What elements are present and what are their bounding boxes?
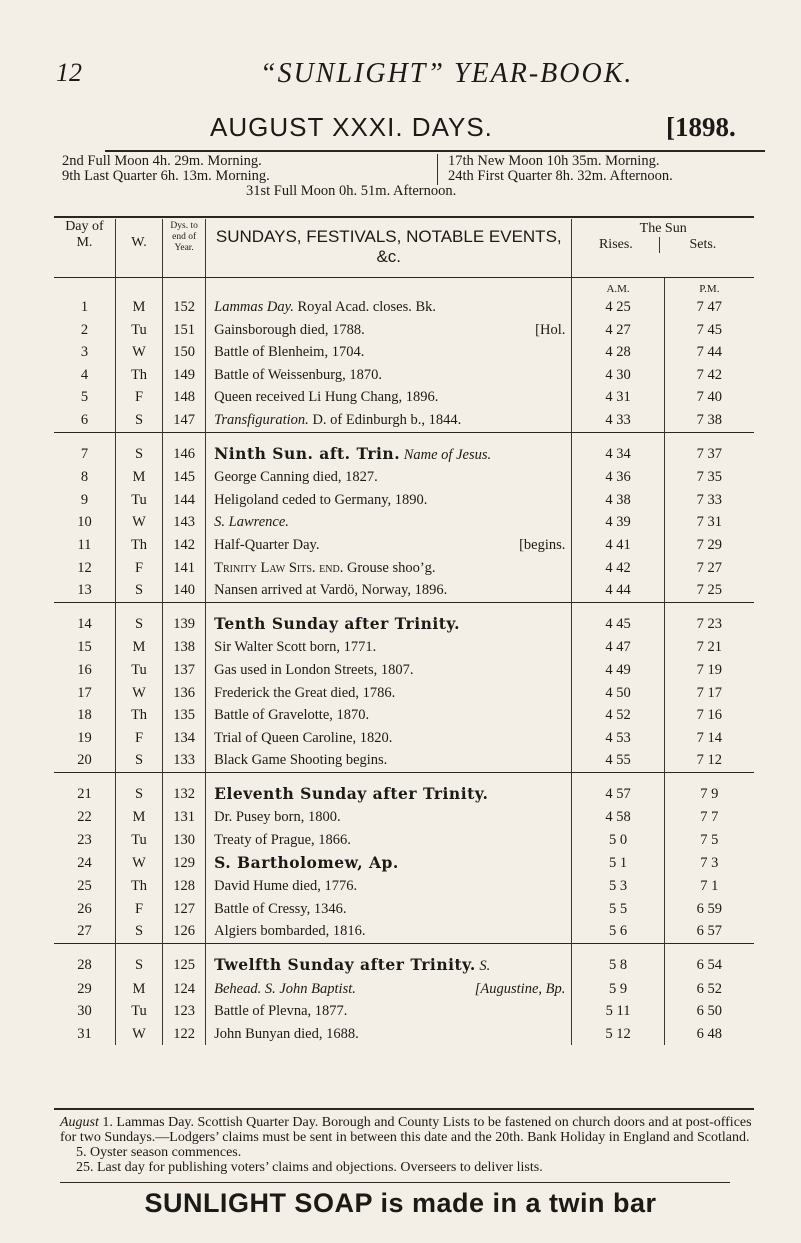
event-text: Dr. Pusey born, 1800.	[214, 809, 341, 826]
sun-rises: 4 41	[572, 534, 664, 557]
event-cell	[206, 944, 572, 978]
event-text: Lammas Day.	[214, 299, 294, 315]
event-cell	[206, 659, 572, 682]
event-extra: D. of Edinburgh b., 1844.	[308, 411, 462, 428]
table-row	[54, 727, 754, 750]
weekday: S	[115, 432, 162, 466]
event-text: Ninth Sun. aft. Trin.	[214, 443, 401, 463]
sun-rises: 4 36	[572, 466, 664, 489]
running-title: “SUNLIGHT” YEAR-BOOK.	[260, 58, 634, 89]
days-to-end: 146	[163, 432, 206, 466]
sun-rises: 5 5	[572, 898, 664, 921]
moon-phase-line: 2nd Full Moon 4h. 29m. Morning.	[62, 153, 262, 169]
note-august-5: 5. Oyster season commences.	[76, 1145, 242, 1160]
event-extra: [Augustine, Bp.	[474, 980, 566, 997]
sun-rises: 4 50	[572, 682, 664, 705]
weekday: F	[115, 898, 162, 921]
event-text: Queen received Li Hung Chang, 1896.	[214, 389, 439, 406]
sun-sets: 7 17	[664, 682, 754, 705]
weekday: S	[115, 944, 162, 978]
table-row	[54, 1023, 754, 1046]
event-cell	[206, 727, 572, 750]
event-cell	[206, 364, 572, 387]
day-of-month: 2	[80, 321, 89, 338]
event-cell	[206, 978, 572, 1001]
table-row	[54, 579, 754, 602]
days-to-end: 148	[163, 386, 206, 409]
day-of-month: 5	[80, 389, 89, 406]
event-cell	[206, 1023, 572, 1046]
sun-sets: 7 37	[664, 432, 754, 466]
day-of-month-header	[54, 219, 115, 278]
sun-rises: 4 47	[572, 636, 664, 659]
sun-sets: 6 50	[664, 1000, 754, 1023]
day-of-month: 23	[77, 832, 92, 849]
days-to-end: 123	[163, 1000, 206, 1023]
table-row	[54, 829, 754, 852]
event-extra: [begins.	[519, 536, 566, 553]
event-extra: Grouse shoo’g.	[343, 559, 436, 576]
day-of-month: 25	[77, 878, 92, 895]
sun-rises: 4 45	[572, 602, 664, 636]
table-header-row	[54, 219, 754, 278]
month-col-label: M.	[76, 235, 93, 250]
weekday: S	[115, 409, 162, 432]
sun-sets: 7 45	[664, 319, 754, 342]
page-header	[0, 58, 801, 98]
sun-sets: 7 9	[664, 772, 754, 806]
sun-rises: 4 39	[572, 511, 664, 534]
table-row	[54, 636, 754, 659]
table-row	[54, 704, 754, 727]
event-text: Frederick the Great died, 1786.	[214, 684, 396, 701]
sun-sets: 7 31	[664, 511, 754, 534]
day-of-month: 19	[77, 729, 92, 746]
day-of-month: 10	[77, 514, 92, 531]
sun-rises: 4 27	[572, 319, 664, 342]
event-cell	[206, 682, 572, 705]
day-of-month: 8	[80, 469, 89, 486]
table-row	[54, 920, 754, 943]
weekday: Th	[115, 704, 162, 727]
sun-rises: 5 6	[572, 920, 664, 943]
sun-label: The Sun	[639, 221, 687, 236]
rises-label: Rises.	[598, 237, 633, 252]
table-row	[54, 1000, 754, 1023]
month-title: AUGUST XXXI. DAYS.	[210, 112, 493, 142]
sun-rises: 4 52	[572, 704, 664, 727]
table-row	[54, 489, 754, 512]
weekday: S	[115, 602, 162, 636]
weekday: Th	[115, 534, 162, 557]
sun-rises: 4 33	[572, 409, 664, 432]
days-to-end: 138	[163, 636, 206, 659]
month-heading	[0, 112, 801, 148]
weekday: M	[115, 296, 162, 319]
event-cell	[206, 432, 572, 466]
title-rule	[105, 150, 765, 152]
event-cell	[206, 1000, 572, 1023]
sun-sets: 7 29	[664, 534, 754, 557]
sun-rises: 4 55	[572, 749, 664, 772]
event-cell	[206, 852, 572, 876]
sun-sets: 6 52	[664, 978, 754, 1001]
events-header: SUNDAYS, FESTIVALS, NOTABLE EVENTS, &c.	[206, 219, 572, 278]
event-text: Battle of Plevna, 1877.	[214, 1003, 348, 1020]
weekday: M	[115, 978, 162, 1001]
event-text: John Bunyan died, 1688.	[214, 1025, 359, 1042]
weekday: F	[115, 727, 162, 750]
event-cell	[206, 806, 572, 829]
days-to-end: 133	[163, 749, 206, 772]
sun-rises: 4 38	[572, 489, 664, 512]
sun-sets: 6 54	[664, 944, 754, 978]
sun-sets: 6 57	[664, 920, 754, 943]
event-cell	[206, 749, 572, 772]
event-text: Trial of Queen Caroline, 1820.	[214, 729, 393, 746]
weekday: F	[115, 557, 162, 580]
event-cell	[206, 636, 572, 659]
days-to-end: 150	[163, 341, 206, 364]
event-cell	[206, 409, 572, 432]
day-of-month: 26	[77, 900, 92, 917]
table-row	[54, 772, 754, 806]
day-of-month: 30	[77, 1003, 92, 1020]
phase-divider	[437, 154, 438, 185]
day-of-month: 13	[77, 582, 92, 599]
event-cell	[206, 296, 572, 319]
days-to-end: 145	[163, 466, 206, 489]
sun-rises: 5 0	[572, 829, 664, 852]
event-text: Gas used in London Streets, 1807.	[214, 661, 414, 678]
day-of-label: Day of	[65, 219, 104, 234]
sun-rises: 4 25	[572, 296, 664, 319]
weekday: W	[115, 511, 162, 534]
sun-sets: 7 40	[664, 386, 754, 409]
days-to-end: 129	[163, 852, 206, 876]
weekday: Tu	[115, 1000, 162, 1023]
sun-sets: 7 35	[664, 466, 754, 489]
event-text: Black Game Shooting begins.	[214, 752, 388, 769]
sun-rises: 5 1	[572, 852, 664, 876]
event-extra: S.	[475, 958, 491, 975]
table-row	[54, 852, 754, 876]
table-row	[54, 409, 754, 432]
sun-sets: 7 5	[664, 829, 754, 852]
weekday: M	[115, 806, 162, 829]
days-to-end: 134	[163, 727, 206, 750]
sun-rises: 5 3	[572, 875, 664, 898]
moon-phase-line: 24th First Quarter 8h. 32m. Afternoon.	[448, 168, 673, 184]
event-text: Behead. S. John Baptist.	[214, 980, 356, 997]
table-bottom-rule	[54, 1108, 754, 1110]
sun-sets: 7 27	[664, 557, 754, 580]
year-label: [1898.	[666, 112, 736, 142]
week-col-label: W.	[131, 235, 147, 250]
day-of-month: 15	[77, 639, 92, 656]
table-row	[54, 557, 754, 580]
day-of-month: 9	[80, 491, 89, 508]
weekday: M	[115, 636, 162, 659]
days-to-end: 143	[163, 511, 206, 534]
event-cell	[206, 489, 572, 512]
days-to-end: 128	[163, 875, 206, 898]
ampm-row	[54, 278, 754, 297]
table-row	[54, 806, 754, 829]
table-row	[54, 749, 754, 772]
sun-sets: 7 23	[664, 602, 754, 636]
day-of-month: 7	[54, 432, 115, 466]
weekday: F	[115, 386, 162, 409]
table-row	[54, 898, 754, 921]
sun-sets: 7 21	[664, 636, 754, 659]
calendar-table	[54, 219, 754, 1045]
moon-phase-line: 9th Last Quarter 6h. 13m. Morning.	[62, 168, 270, 184]
day-of-month: 17	[77, 684, 92, 701]
sun-sets: 7 42	[664, 364, 754, 387]
event-cell	[206, 341, 572, 364]
weekday: W	[115, 1023, 162, 1046]
table-row	[54, 682, 754, 705]
days-to-end-header: Dys. to end of Year.	[163, 219, 206, 278]
event-cell	[206, 579, 572, 602]
sun-sets: 7 12	[664, 749, 754, 772]
sun-subheaders	[572, 237, 754, 253]
day-of-month: 16	[77, 661, 92, 678]
event-text: Nansen arrived at Vardö, Norway, 1896.	[214, 582, 448, 599]
sun-sets: 6 48	[664, 1023, 754, 1046]
weekday: Tu	[115, 319, 162, 342]
days-to-end: 132	[163, 772, 206, 806]
event-text: Tenth Sunday after Trinity.	[214, 613, 461, 633]
event-text: Algiers bombarded, 1816.	[214, 923, 366, 940]
table-row	[54, 511, 754, 534]
weekday: W	[115, 682, 162, 705]
event-extra: Royal Acad. closes. Bk.	[293, 299, 437, 315]
sun-sets: 7 7	[664, 806, 754, 829]
table-top-rule	[54, 216, 754, 218]
table-row	[54, 432, 754, 466]
event-extra: [Hol.	[535, 321, 566, 338]
weekday: M	[115, 466, 162, 489]
sun-sets: 7 25	[664, 579, 754, 602]
note-august-1	[60, 1115, 770, 1145]
event-text: Half-Quarter Day.	[214, 536, 320, 553]
event-text: Treaty of Prague, 1866.	[214, 832, 351, 849]
moon-phases	[0, 154, 801, 214]
weekday: Th	[115, 875, 162, 898]
event-cell	[206, 319, 572, 342]
event-text: Gainsborough died, 1788.	[214, 321, 365, 338]
sun-sets: 7 3	[664, 852, 754, 876]
event-cell	[206, 920, 572, 943]
days-to-end: 147	[163, 409, 206, 432]
days-to-end: 130	[163, 829, 206, 852]
days-to-end: 152	[163, 296, 206, 319]
table-row	[54, 534, 754, 557]
notes-section	[60, 1115, 770, 1175]
table-row	[54, 341, 754, 364]
sun-rises: 5 8	[572, 944, 664, 978]
weekday: Th	[115, 364, 162, 387]
am-label: A.M.	[572, 278, 664, 297]
event-text: S. Lawrence.	[214, 514, 289, 531]
day-of-month: 29	[77, 980, 92, 997]
event-text: Trinity Law Sits. end.	[214, 559, 344, 576]
event-cell	[206, 557, 572, 580]
sun-sets: 7 19	[664, 659, 754, 682]
sun-sets: 7 47	[664, 296, 754, 319]
days-to-end: 149	[163, 364, 206, 387]
weekday: Tu	[115, 489, 162, 512]
moon-phase-line: 17th New Moon 10h 35m. Morning.	[448, 153, 660, 169]
days-to-end: 137	[163, 659, 206, 682]
day-of-month: 21	[54, 772, 115, 806]
weekday: S	[115, 920, 162, 943]
event-cell	[206, 602, 572, 636]
weekday: W	[115, 852, 162, 876]
days-to-end: 124	[163, 978, 206, 1001]
days-to-end: 135	[163, 704, 206, 727]
event-cell	[206, 829, 572, 852]
sun-sets: 7 14	[664, 727, 754, 750]
event-extra: Name of Jesus.	[400, 446, 492, 463]
days-to-end: 127	[163, 898, 206, 921]
day-of-month: 27	[77, 923, 92, 940]
day-of-month: 6	[80, 411, 89, 428]
sun-sets: 7 1	[664, 875, 754, 898]
page-number: 12	[56, 58, 82, 87]
sun-sets: 7 44	[664, 341, 754, 364]
day-of-month: 14	[54, 602, 115, 636]
day-of-month: 1	[80, 299, 89, 315]
days-to-end: 151	[163, 319, 206, 342]
sun-rises: 4 42	[572, 557, 664, 580]
weekday: Tu	[115, 829, 162, 852]
sun-rises: 4 49	[572, 659, 664, 682]
sun-rises: 4 30	[572, 364, 664, 387]
calendar-body	[54, 296, 754, 1045]
footer-advert: SUNLIGHT SOAP is made in a twin bar	[144, 1188, 657, 1218]
sun-header	[572, 219, 754, 278]
event-text: Heligoland ceded to Germany, 1890.	[214, 491, 428, 508]
days-to-end: 141	[163, 557, 206, 580]
sun-rises: 4 58	[572, 806, 664, 829]
weekday: S	[115, 749, 162, 772]
day-of-month: 31	[77, 1025, 92, 1042]
day-of-month: 24	[77, 854, 92, 871]
sun-rises: 5 12	[572, 1023, 664, 1046]
day-of-month: 11	[77, 536, 92, 553]
sun-rises: 4 31	[572, 386, 664, 409]
days-to-end: 122	[163, 1023, 206, 1046]
event-cell	[206, 511, 572, 534]
event-text: George Canning died, 1827.	[214, 469, 378, 486]
table-row	[54, 466, 754, 489]
table-row	[54, 364, 754, 387]
day-of-month: 12	[77, 559, 92, 576]
sun-sets: 7 33	[664, 489, 754, 512]
sun-sets: 7 16	[664, 704, 754, 727]
event-text: S. Bartholomew, Ap.	[214, 852, 399, 872]
table-row	[54, 875, 754, 898]
sun-rises: 5 11	[572, 1000, 664, 1023]
days-to-end: 139	[163, 602, 206, 636]
day-of-month: 3	[80, 344, 89, 361]
event-text: Battle of Weissenburg, 1870.	[214, 366, 382, 383]
table-row	[54, 659, 754, 682]
weekday: S	[115, 579, 162, 602]
days-to-end: 126	[163, 920, 206, 943]
notes-rule	[60, 1182, 730, 1183]
event-cell	[206, 386, 572, 409]
sun-rises: 4 53	[572, 727, 664, 750]
event-cell	[206, 704, 572, 727]
event-text: Battle of Cressy, 1346.	[214, 900, 347, 917]
event-text: Battle of Gravelotte, 1870.	[214, 707, 370, 724]
day-of-month: 20	[77, 752, 92, 769]
note-august-25: 25. Last day for publishing voters’ claims and objections. Overseers to deliver lists.	[76, 1160, 543, 1175]
event-cell	[206, 875, 572, 898]
event-cell	[206, 534, 572, 557]
table-row	[54, 319, 754, 342]
day-of-month: 28	[54, 944, 115, 978]
days-to-end: 136	[163, 682, 206, 705]
event-text: Transfiguration.	[214, 411, 309, 428]
sets-label: Sets.	[659, 237, 745, 253]
note-lead: August	[60, 1115, 99, 1130]
day-of-month: 18	[77, 707, 92, 724]
sun-rises: 5 9	[572, 978, 664, 1001]
weekday: Tu	[115, 659, 162, 682]
event-text: Sir Walter Scott born, 1771.	[214, 639, 377, 656]
day-of-month: 22	[77, 809, 92, 826]
days-to-end: 125	[163, 944, 206, 978]
table-row	[54, 386, 754, 409]
sun-rises: 4 28	[572, 341, 664, 364]
sun-sets: 7 38	[664, 409, 754, 432]
day-of-month: 4	[80, 366, 89, 383]
weekday: W	[115, 341, 162, 364]
table-row	[54, 296, 754, 319]
sun-rises: 4 44	[572, 579, 664, 602]
days-to-end: 142	[163, 534, 206, 557]
event-cell	[206, 898, 572, 921]
event-text: Eleventh Sunday after Trinity.	[214, 783, 489, 803]
event-text: David Hume died, 1776.	[214, 878, 358, 895]
weekday-header	[115, 219, 162, 278]
event-text: Twelfth Sunday after Trinity.	[214, 955, 476, 975]
event-text: Battle of Blenheim, 1704.	[214, 344, 365, 361]
pm-label: P.M.	[664, 278, 754, 297]
table-row	[54, 944, 754, 978]
sun-sets: 6 59	[664, 898, 754, 921]
days-to-end: 140	[163, 579, 206, 602]
event-cell	[206, 772, 572, 806]
sun-rises: 4 57	[572, 772, 664, 806]
days-to-end: 144	[163, 489, 206, 512]
table-row	[54, 602, 754, 636]
sun-rises: 4 34	[572, 432, 664, 466]
table-row	[54, 978, 754, 1001]
note-text: 1. Lammas Day. Scottish Quarter Day. Borough and County Lists to be fastened on church doors and at post-offices for two Sundays.—Lodgers’ claims must be sent in between this date and the 20th. Bank Holiday in England and Scotland.	[60, 1115, 752, 1145]
days-to-end: 131	[163, 806, 206, 829]
event-cell	[206, 466, 572, 489]
moon-phase-line: 31st Full Moon 0h. 51m. Afternoon.	[246, 183, 457, 199]
weekday: S	[115, 772, 162, 806]
